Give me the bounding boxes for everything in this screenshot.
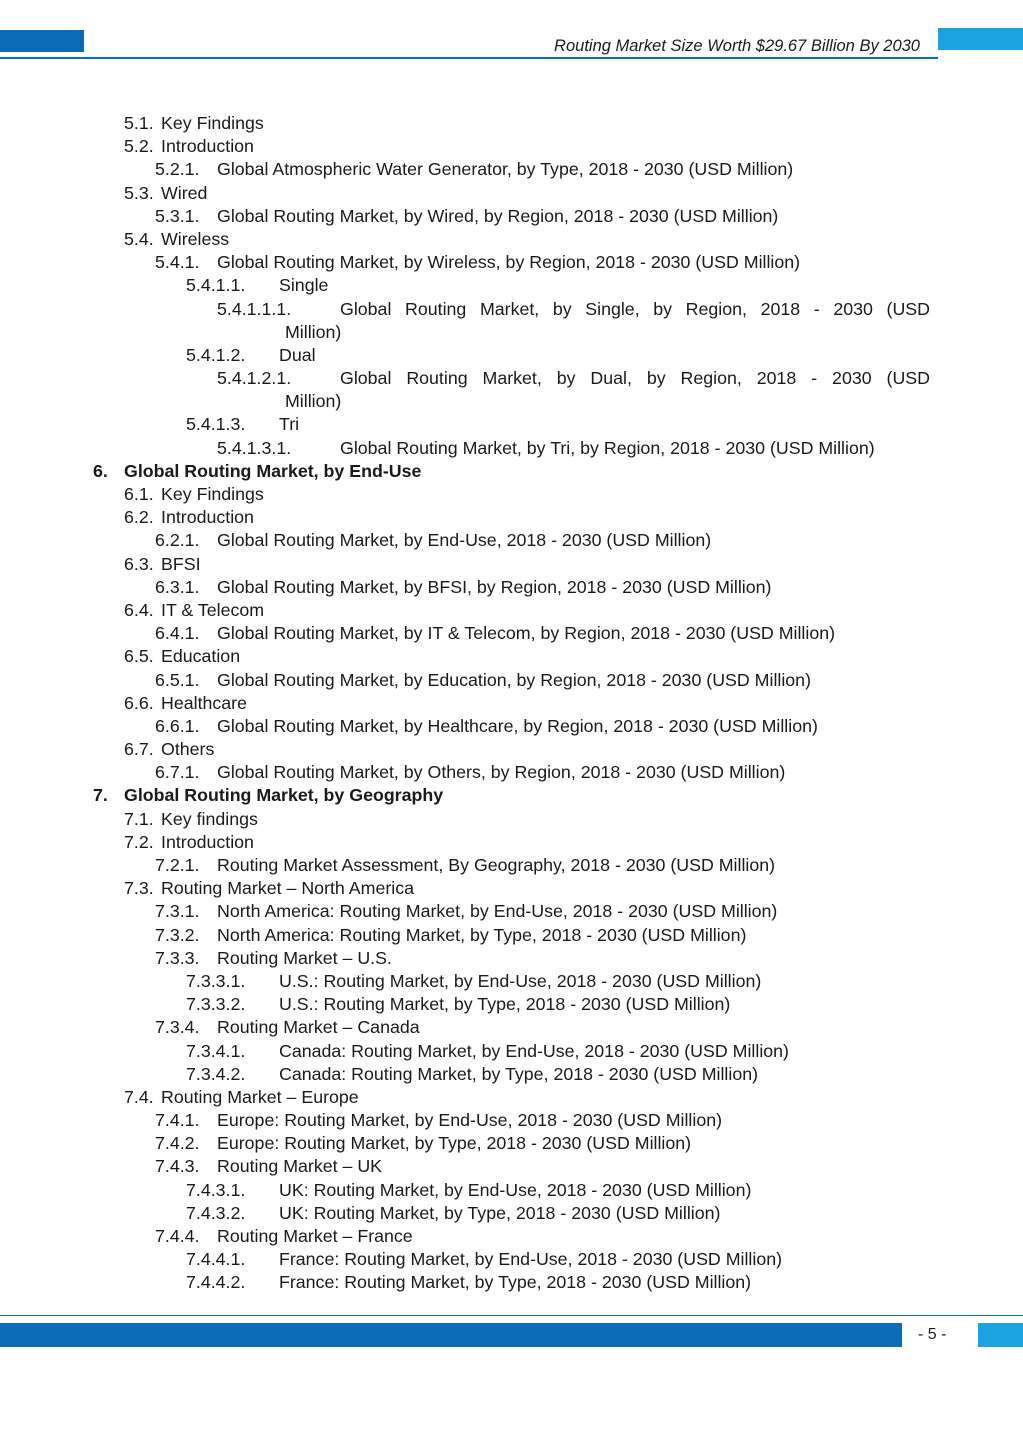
toc-entry-title: Global Routing Market, by Wireless, by Region, 2018 - 2030 (USD Million) — [217, 252, 801, 273]
toc-entry — [0, 367, 1023, 390]
toc-entry-title: U.S.: Routing Market, by Type, 2018 - 2030 (USD Million) — [279, 994, 731, 1015]
toc-entry-title: Single — [279, 275, 329, 296]
toc-entry-number: 7.2.1. — [155, 855, 200, 875]
toc-entry-title: IT & Telecom — [161, 599, 265, 620]
toc-entry-number: 5.4. — [124, 228, 154, 249]
toc-entry-number: 5.1. — [124, 113, 154, 133]
toc-entry-title: Canada: Routing Market, by Type, 2018 - 2030 (USD Million) — [279, 1063, 759, 1084]
toc-entry-number: 5.2.1. — [155, 159, 200, 180]
toc-entry — [0, 692, 1023, 715]
toc-entry — [0, 924, 1023, 947]
toc-entry — [0, 182, 1023, 205]
toc-entry-number: 5.4.1.1. — [186, 275, 246, 296]
toc-entry-number: 7.4.4.2. — [186, 1272, 246, 1293]
toc-entry-number: 7.4.2. — [155, 1133, 200, 1154]
toc-entry-number: 7. — [93, 785, 108, 806]
toc-entry-title: North America: Routing Market, by End-Use, 2018 - 2030 (USD Million) — [217, 901, 778, 922]
toc-entry-title: Key Findings — [161, 113, 264, 133]
toc-entry — [0, 251, 1023, 274]
toc-entry-title: Global Routing Market, by End-Use, 2018 - 2030 (USD Million) — [217, 530, 712, 551]
toc-entry-number: 7.3.1. — [155, 901, 200, 922]
toc-entry — [0, 460, 1023, 483]
toc-entry-title: Global Routing Market, by Tri, by Region, 2018 - 2030 (USD Million) — [340, 437, 875, 458]
toc-entry-number: 6. — [93, 460, 108, 481]
toc-entry-title: Wireless — [161, 228, 230, 249]
toc-entry — [0, 529, 1023, 552]
toc-entry — [0, 1202, 1023, 1225]
toc-entry — [0, 1225, 1023, 1248]
toc-entry — [0, 1248, 1023, 1271]
toc-entry-title: Key Findings — [161, 484, 264, 504]
toc-entry-title: Global Atmospheric Water Generator, by Type, 2018 - 2030 (USD Million) — [217, 159, 794, 180]
toc-entry — [0, 112, 1023, 135]
toc-entry — [0, 158, 1023, 181]
toc-entry-number: 7.3.3. — [155, 947, 200, 968]
toc-entry — [0, 715, 1023, 738]
toc-entry-title: Education — [161, 646, 241, 667]
toc-entry-title: North America: Routing Market, by Type, 2018 - 2030 (USD Million) — [217, 924, 747, 945]
toc-entry — [0, 298, 1023, 321]
table-of-contents — [0, 112, 1023, 1295]
toc-entry-number: 7.4.4.1. — [186, 1249, 246, 1270]
toc-entry-number: 6.5.1. — [155, 669, 200, 690]
toc-entry-title: Routing Market – UK — [217, 1156, 383, 1177]
toc-entry — [0, 228, 1023, 251]
toc-entry-title: Routing Market – North America — [161, 878, 414, 899]
toc-entry — [0, 205, 1023, 228]
toc-entry — [0, 1109, 1023, 1132]
toc-entry-title: Dual — [279, 344, 316, 365]
footer-rule — [0, 1315, 1023, 1316]
toc-entry-title: UK: Routing Market, by End-Use, 2018 - 2030 (USD Million) — [279, 1179, 752, 1200]
toc-entry-number: 5.3. — [124, 182, 154, 203]
toc-entry — [0, 274, 1023, 297]
toc-entry — [0, 1016, 1023, 1039]
toc-entry — [0, 135, 1023, 158]
header-accent-right — [938, 28, 1023, 50]
toc-entry-title: Global Routing Market, by IT & Telecom, by Region, 2018 - 2030 (USD Million) — [217, 623, 836, 644]
toc-entry — [0, 599, 1023, 622]
toc-entry — [0, 1040, 1023, 1063]
toc-entry-number: 7.4.3. — [155, 1156, 200, 1177]
toc-entry-number: 7.3.4.2. — [186, 1063, 246, 1084]
toc-entry — [0, 993, 1023, 1016]
toc-entry-title: Routing Market – Europe — [161, 1086, 359, 1107]
toc-entry-title: Canada: Routing Market, by End-Use, 2018 - 2030 (USD Million) — [279, 1040, 789, 1061]
toc-entry-title: Routing Market – Canada — [217, 1017, 420, 1038]
toc-entry-number: 7.4.3.1. — [186, 1179, 246, 1200]
toc-entry — [0, 483, 1023, 506]
toc-entry-number: 6.5. — [124, 646, 154, 667]
toc-entry — [0, 669, 1023, 692]
toc-entry-title: Routing Market Assessment, By Geography, 2018 - 2030 (USD Million) — [217, 855, 776, 875]
toc-entry-number: 7.3.4.1. — [186, 1040, 246, 1061]
toc-entry — [0, 1179, 1023, 1202]
footer-accent-right — [978, 1323, 1023, 1347]
header-title: Routing Market Size Worth $29.67 Billion By 2030 — [554, 37, 920, 55]
toc-entry-number: 7.2. — [124, 831, 154, 852]
toc-entry-title: BFSI — [161, 553, 201, 574]
toc-entry-number: 7.4.3.2. — [186, 1202, 246, 1223]
toc-entry-title: Key findings — [161, 808, 258, 829]
toc-entry — [0, 576, 1023, 599]
toc-entry-title: Others — [161, 739, 215, 760]
toc-entry-number: 6.7. — [124, 739, 154, 760]
header-accent-left — [0, 30, 84, 52]
page-number: - 5 - — [918, 1326, 947, 1343]
toc-entry-title: Healthcare — [161, 692, 247, 713]
toc-entry — [0, 413, 1023, 436]
toc-entry-title: Europe: Routing Market, by Type, 2018 - 2030 (USD Million) — [217, 1133, 692, 1154]
toc-entry-number: 7.4.4. — [155, 1226, 200, 1246]
toc-entry-number: 6.2.1. — [155, 530, 200, 551]
toc-entry-number: 6.4.1. — [155, 623, 200, 644]
toc-entry — [0, 1155, 1023, 1178]
toc-entry-title: Routing Market – U.S. — [217, 947, 392, 968]
toc-entry-number: 7.1. — [124, 808, 154, 829]
toc-entry-title: Introduction — [161, 831, 254, 852]
toc-entry-title: Global Routing Market, by Healthcare, by Region, 2018 - 2030 (USD Million) — [217, 715, 818, 736]
toc-entry — [0, 831, 1023, 854]
toc-entry — [0, 390, 1023, 413]
toc-entry-number: 5.4.1.3.1. — [217, 437, 292, 458]
toc-entry-number: 7.3.4. — [155, 1017, 200, 1038]
toc-entry — [0, 1063, 1023, 1086]
toc-entry-number: 6.4. — [124, 599, 154, 620]
toc-entry-title: Million) — [285, 391, 342, 412]
toc-entry-title: Global Routing Market, by Single, by Region, 2018 - 2030 (USD — [340, 298, 930, 319]
toc-entry-title: Introduction — [161, 507, 254, 528]
toc-entry — [0, 784, 1023, 807]
toc-entry — [0, 506, 1023, 529]
toc-entry-number: 5.4.1.2.1. — [217, 368, 292, 389]
toc-entry — [0, 1132, 1023, 1155]
toc-entry-number: 6.6. — [124, 692, 154, 713]
toc-entry — [0, 1086, 1023, 1109]
toc-entry-title: Routing Market – France — [217, 1226, 413, 1246]
toc-entry-title: Global Routing Market, by Dual, by Region, 2018 - 2030 (USD — [340, 368, 930, 389]
toc-entry-title: U.S.: Routing Market, by End-Use, 2018 - 2030 (USD Million) — [279, 970, 762, 991]
toc-entry — [0, 761, 1023, 784]
toc-entry-number: 5.3.1. — [155, 205, 200, 226]
toc-entry — [0, 947, 1023, 970]
toc-entry-number: 5.4.1.1.1. — [217, 298, 292, 319]
toc-entry — [0, 808, 1023, 831]
toc-entry-number: 5.4.1. — [155, 252, 200, 273]
toc-entry-title: Tri — [279, 414, 300, 435]
toc-entry-number: 7.3.3.1. — [186, 970, 246, 991]
toc-entry-title: Europe: Routing Market, by End-Use, 2018 - 2030 (USD Million) — [217, 1110, 723, 1131]
toc-entry — [0, 877, 1023, 900]
toc-entry-title: France: Routing Market, by Type, 2018 - 2030 (USD Million) — [279, 1272, 752, 1293]
toc-entry-number: 7.4. — [124, 1086, 154, 1107]
toc-entry-title: Global Routing Market, by BFSI, by Region, 2018 - 2030 (USD Million) — [217, 576, 772, 597]
toc-entry-title: Global Routing Market, by Wired, by Region, 2018 - 2030 (USD Million) — [217, 205, 779, 226]
toc-entry-number: 7.4.1. — [155, 1110, 200, 1131]
toc-entry — [0, 738, 1023, 761]
toc-entry-number: 6.3. — [124, 553, 154, 574]
toc-entry-title: Global Routing Market, by Geography — [124, 785, 444, 806]
toc-entry-title: Million) — [285, 321, 342, 342]
toc-entry — [0, 900, 1023, 923]
toc-entry-number: 6.6.1. — [155, 715, 200, 736]
toc-entry — [0, 344, 1023, 367]
toc-entry — [0, 437, 1023, 460]
header-rule — [0, 57, 938, 59]
toc-entry-number: 5.2. — [124, 136, 154, 157]
toc-entry-title: Wired — [161, 182, 208, 203]
toc-entry — [0, 622, 1023, 645]
toc-entry-title: Global Routing Market, by Education, by Region, 2018 - 2030 (USD Million) — [217, 669, 811, 690]
toc-entry-title: UK: Routing Market, by Type, 2018 - 2030 (USD Million) — [279, 1202, 721, 1223]
toc-entry — [0, 1271, 1023, 1294]
toc-entry-title: Introduction — [161, 136, 254, 157]
toc-entry-title: Global Routing Market, by Others, by Region, 2018 - 2030 (USD Million) — [217, 762, 786, 783]
toc-entry-number: 6.2. — [124, 507, 154, 528]
footer-accent-left — [0, 1323, 902, 1347]
toc-entry-title: Global Routing Market, by End-Use — [124, 460, 422, 481]
toc-entry — [0, 854, 1023, 877]
toc-entry-number: 6.1. — [124, 484, 154, 504]
toc-entry-number: 6.7.1. — [155, 762, 200, 783]
toc-entry-number: 7.3.2. — [155, 924, 200, 945]
toc-entry-number: 6.3.1. — [155, 576, 200, 597]
toc-entry-number: 5.4.1.3. — [186, 414, 246, 435]
toc-entry-title: France: Routing Market, by End-Use, 2018 - 2030 (USD Million) — [279, 1249, 783, 1270]
toc-entry — [0, 645, 1023, 668]
toc-entry-number: 7.3. — [124, 878, 154, 899]
toc-entry — [0, 321, 1023, 344]
toc-entry-number: 5.4.1.2. — [186, 344, 246, 365]
toc-entry — [0, 553, 1023, 576]
toc-entry-number: 7.3.3.2. — [186, 994, 246, 1015]
toc-entry — [0, 970, 1023, 993]
